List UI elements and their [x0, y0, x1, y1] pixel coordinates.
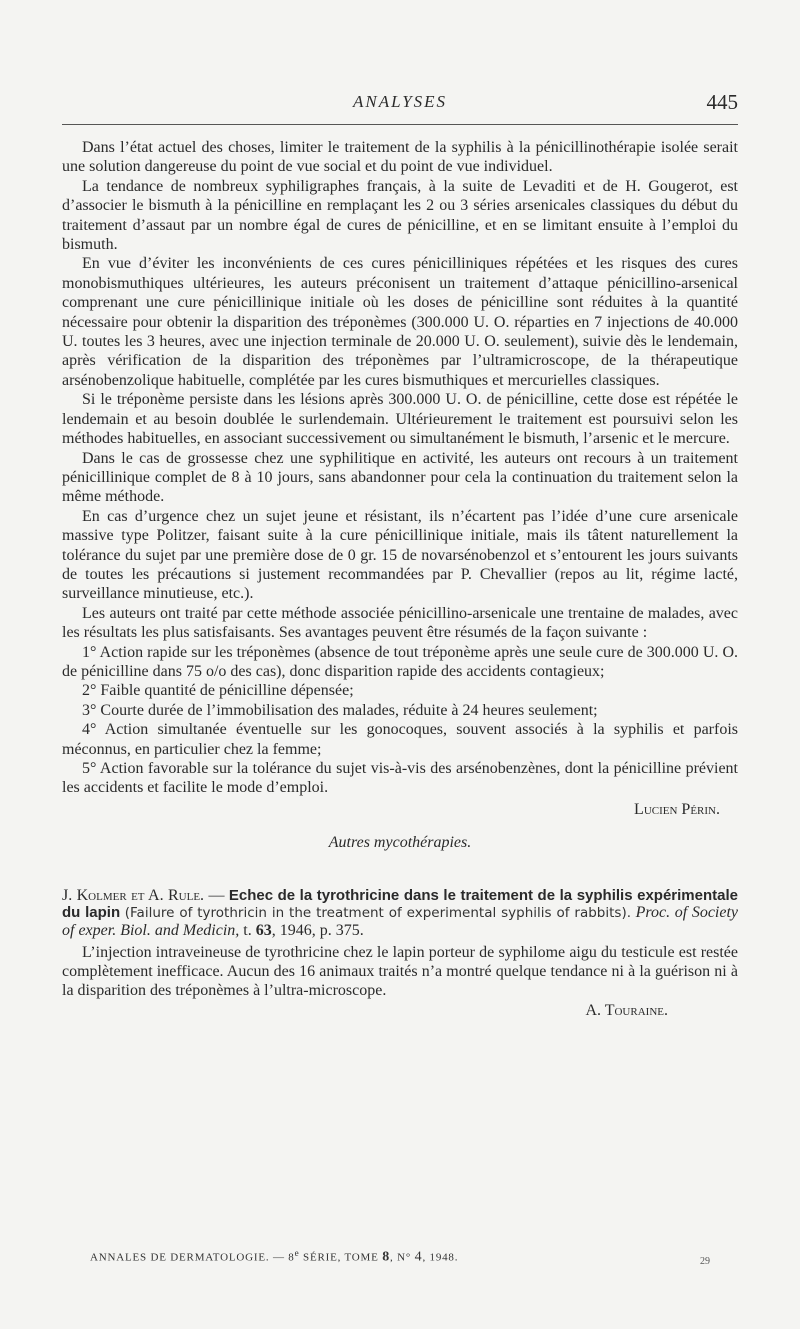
abstract-paragraph: L’injection intraveineuse de tyrothricine chez le lapin porteur de syphilome aigu du testicule est restée complètement inefficace. Aucun des 16 animaux traités n’a montré quelque tendance ni à la guérison ni à la disparition des tréponèmes à l’ultra-microscope.	[62, 943, 738, 1000]
page-footer	[90, 1248, 458, 1266]
reference-authors: J. Kolmer et A. Rule.	[62, 886, 205, 904]
list-item: 3° Courte durée de l’immobilisation des malades, réduite à 24 heures seulement;	[82, 701, 598, 719]
footer-num-label: , N°	[390, 1251, 415, 1264]
signature-perin: Lucien Périn.	[634, 800, 720, 818]
list-item: 4° Action simultanée éventuelle sur les gonocoques, souvent associés à la syphilis et parfois méconnus, en particulier chez la femme;	[62, 721, 738, 758]
paragraph: Dans le cas de grossesse chez une syphilitique en activité, les auteurs ont recours à un traitement pénicillinique complet de 8 à 10 jours, sans abandonner pour cela la continuation du traitement selon la même méthode.	[62, 449, 738, 506]
paragraph: Les auteurs ont traité par cette méthode associée pénicillino-arsenicale une trentaine de malades, avec les résultats les plus satisfaisants. Ses avantages peuvent être résumés de la façon suivante :	[62, 604, 738, 642]
reference-rest: , 1946, p. 375.	[271, 921, 364, 939]
header-rule	[62, 124, 738, 125]
reference-vol-prefix: t.	[239, 921, 256, 939]
article-body	[62, 138, 738, 1020]
running-header	[62, 92, 738, 122]
bibliographic-reference	[62, 887, 738, 939]
list-item: 1° Action rapide sur les tréponèmes (absence de tout tréponème après une seule cure de 300.000 U. O. de pénicilline dans 75 o/o des cas), donc disparition rapide des accidents contagieux;	[62, 643, 738, 680]
section-title: Autres mycothérapies.	[328, 834, 472, 852]
reference-title: Echec de la tyrothricine dans le traitement de la syphilis expérimentale du lapin	[62, 886, 738, 921]
page-number: 445	[706, 90, 738, 114]
paragraph: Dans l’état actuel des choses, limiter le traitement de la syphilis à la pénicillinothérapie isolée serait une solution dangereuse du point de vue social et du point de vue individuel.	[62, 139, 738, 176]
paragraph: En vue d’éviter les inconvénients de ces cures pénicilliniques répétées et les risques des cures monobismuthiques ultérieures, les auteurs préconisent un traitement d’attaque pénicillino-arsenical comprenant une cure pénicillinique initiale où les doses de pénicilline sont réduites à la quantité nécessaire pour obtenir la disparition des tréponèmes (300.000 U. O. réparties en 7 injections de 40.000 U. toutes les 3 heures, avec une injection terminale de 20.000 U. O. seulement), suivie dès le lendemain, après vérification de la disparition des tréponèmes par l’ultramicroscope, de la thérapeutique arsénobenzolique habituelle, complétée par les cures bismuthiques et mercurielles classiques.	[62, 255, 738, 389]
list-item: 5° Action favorable sur la tolérance du sujet vis-à-vis des arsénobenzènes, dont la pénicilline prévient les accidents et facilite le mode d’emploi.	[62, 760, 738, 797]
footer-year: , 1948.	[422, 1251, 459, 1264]
footer-tome: 8	[382, 1249, 391, 1265]
footer-series: SÉRIE, TOME	[299, 1251, 383, 1264]
reference-dash: —	[204, 886, 229, 904]
footer-journal: ANNALES DE DERMATOLOGIE. — 8	[90, 1251, 295, 1264]
reference-journal: Proc. of Society of exper. Biol. and Medicin,	[62, 903, 739, 939]
footer-num: 4	[414, 1249, 423, 1265]
reference-volume: 63	[255, 921, 272, 939]
signature-touraine: A. Touraine.	[585, 1001, 668, 1019]
header-title: ANALYSES	[352, 92, 448, 111]
signature-mark: 29	[700, 1256, 710, 1267]
paragraph: Si le tréponème persiste dans les lésions après 300.000 U. O. de pénicilline, cette dose est répétée le lendemain et au besoin doublée le surlendemain. Ultérieurement le traitement est poursuivi selon les méthodes habituelles, en associant successivement ou simultanément le bismuth, l’arsenic et le mercure.	[62, 391, 738, 448]
reference-english-title: (Failure of tyrothricin in the treatment of experimental syphilis of rabbits).	[124, 904, 632, 921]
footer-sup: e	[294, 1248, 300, 1258]
paragraph: La tendance de nombreux syphiligraphes français, à la suite de Levaditi et de H. Gougerot, est d’associer le bismuth à la pénicilline en remplaçant les 2 ou 3 séries arsenicales classiques du début du traitement d’assaut par un nombre égal de cures de pénicilline, et en se limitant ensuite à l’emploi du bismuth.	[62, 177, 738, 254]
paragraph: En cas d’urgence chez un sujet jeune et résistant, ils n’écartent pas l’idée d’une cure arsenicale massive type Politzer, faisant suite à la cure pénicillinique initiale, mais ils tâtent naturellement la tolérance du sujet par une première dose de 0 gr. 15 de novarsénobenzol et s’entourent les jours suivants de toutes les précautions si justement recommandées par P. Chevallier (repos au lit, régime lacté, surveillance minutieuse, etc.).	[62, 507, 738, 603]
list-item: 2° Faible quantité de pénicilline dépensée;	[82, 682, 354, 700]
